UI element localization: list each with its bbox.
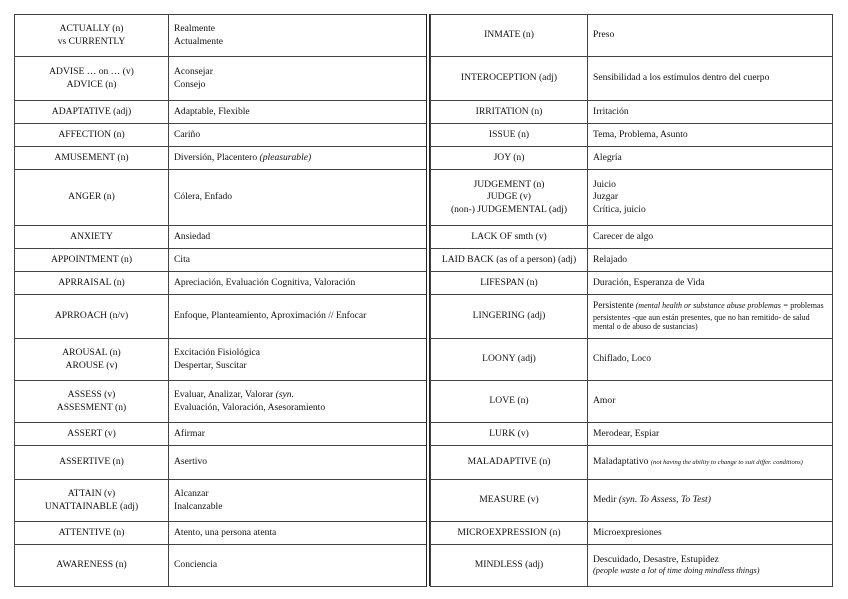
spanish-translation: Descuidado, Desastre, Estupidez (people waste a lot of time doing mindless things) (588, 545, 833, 587)
spanish-translation: Afirmar (169, 423, 427, 446)
english-term: AMUSEMENT (n) (15, 147, 169, 170)
english-term: MINDLESS (adj) (431, 545, 588, 587)
english-term: APRRAISAL (n) (15, 272, 169, 295)
vocabulary-page (14, 14, 832, 586)
spanish-translation: Cariño (169, 124, 427, 147)
english-term: ANGER (n) (15, 170, 169, 226)
table-row (431, 522, 833, 545)
english-term: MICROEXPRESSION (n) (431, 522, 588, 545)
spanish-translation: Atento, una persona atenta (169, 522, 427, 545)
usage-note: (people waste a lot of time doing mindless things) (593, 566, 760, 576)
table-row (431, 124, 833, 147)
spanish-translation: Conciencia (169, 545, 427, 587)
table-row (15, 147, 427, 170)
table-row (431, 15, 833, 57)
spanish-translation: Preso (588, 15, 833, 57)
spanish-translation: Cita (169, 249, 427, 272)
english-term: APRROACH (n/v) (15, 295, 169, 339)
spanish-translation: Alcanzar Inalcanzable (169, 480, 427, 522)
english-term: LINGERING (adj) (431, 295, 588, 339)
table-row (431, 170, 833, 226)
english-term: INTEROCEPTION (adj) (431, 57, 588, 101)
english-term: IRRITATION (n) (431, 101, 588, 124)
english-term: LIFESPAN (n) (431, 272, 588, 295)
table-row (431, 480, 833, 522)
spanish-translation: Maladaptativo (not having the ability to change to suit differ. conditions) (588, 446, 833, 480)
spanish-translation: Amor (588, 381, 833, 423)
table-row (15, 124, 427, 147)
english-term: ATTENTIVE (n) (15, 522, 169, 545)
spanish-translation: Merodear, Espiar (588, 423, 833, 446)
usage-note: (not having the ability to change to suit differ. conditions) (650, 459, 803, 467)
english-term: ADVISE … on … (v) ADVICE (n) (15, 57, 169, 101)
english-term: JUDGEMENT (n) JUDGE (v) (non-) JUDGEMENTAL (adj) (431, 170, 588, 226)
table-row (431, 272, 833, 295)
spanish-translation: Adaptable, Flexible (169, 101, 427, 124)
table-row (15, 249, 427, 272)
spanish-translation: Evaluar, Analizar, Valorar (syn. Evaluación, Valoración, Asesoramiento (169, 381, 427, 423)
spanish-translation: Alegría (588, 147, 833, 170)
english-term: LURK (v) (431, 423, 588, 446)
spanish-translation: Juicio Juzgar Crítica, juicio (588, 170, 833, 226)
table-row (431, 381, 833, 423)
english-term: LOONY (adj) (431, 339, 588, 381)
english-term: LACK OF smth (v) (431, 226, 588, 249)
english-term: LAID BACK (as of a person) (adj) (431, 249, 588, 272)
table-row (15, 15, 427, 57)
spanish-translation: Microexpresiones (588, 522, 833, 545)
spanish-translation: Duración, Esperanza de Vida (588, 272, 833, 295)
table-row (15, 381, 427, 423)
spanish-translation: Irritación (588, 101, 833, 124)
usage-note: (mental health or substance abuse problemas = (635, 301, 789, 311)
english-term: MALADAPTIVE (n) (431, 446, 588, 480)
table-row (15, 423, 427, 446)
english-term: ASSERTIVE (n) (15, 446, 169, 480)
spanish-translation: Carecer de algo (588, 226, 833, 249)
spanish-translation: Realmente Actualmente (169, 15, 427, 57)
table-row (15, 57, 427, 101)
english-term: ISSUE (n) (431, 124, 588, 147)
table-row (15, 446, 427, 480)
table-row (431, 423, 833, 446)
table-row (15, 101, 427, 124)
english-term: INMATE (n) (431, 15, 588, 57)
english-term: ASSESS (v) ASSESMENT (n) (15, 381, 169, 423)
spanish-translation: Excitación Fisiológica Despertar, Suscitar (169, 339, 427, 381)
english-term: ATTAIN (v) UNATTAINABLE (adj) (15, 480, 169, 522)
spanish-translation: Apreciación, Evaluación Cognitiva, Valoración (169, 272, 427, 295)
english-term: MEASURE (v) (431, 480, 588, 522)
usage-note: (syn. To Assess, To Test) (618, 494, 711, 506)
english-term: ACTUALLY (n) vs CURRENTLY (15, 15, 169, 57)
table-row (15, 295, 427, 339)
table-row (15, 226, 427, 249)
table-row (431, 147, 833, 170)
spanish-translation: Tema, Problema, Asunto (588, 124, 833, 147)
table-row (431, 57, 833, 101)
table-row (431, 339, 833, 381)
english-term: AROUSAL (n) AROUSE (v) (15, 339, 169, 381)
english-term: AFFECTION (n) (15, 124, 169, 147)
spanish-translation: Enfoque, Planteamiento, Aproximación // Enfocar (169, 295, 427, 339)
table-row (15, 480, 427, 522)
table-row (15, 339, 427, 381)
english-term: APPOINTMENT (n) (15, 249, 169, 272)
table-row (431, 249, 833, 272)
spanish-translation: Medir (syn. To Assess, To Test) (588, 480, 833, 522)
vocabulary-table-right (430, 14, 832, 587)
english-term: AWARENESS (n) (15, 545, 169, 587)
english-term: JOY (n) (431, 147, 588, 170)
spanish-translation: Diversión, Placentero (pleasurable) (169, 147, 427, 170)
spanish-translation: Sensibilidad a los estímulos dentro del cuerpo (588, 57, 833, 101)
table-row (15, 545, 427, 587)
table-row (431, 295, 833, 339)
table-row (431, 226, 833, 249)
spanish-translation: Relajado (588, 249, 833, 272)
vocabulary-table-left (14, 14, 426, 587)
spanish-translation: Asertivo (169, 446, 427, 480)
table-row (431, 545, 833, 587)
english-term: ADAPTATIVE (adj) (15, 101, 169, 124)
spanish-translation: Cólera, Enfado (169, 170, 427, 226)
spanish-translation: Aconsejar Consejo (169, 57, 427, 101)
spanish-translation: Chiflado, Loco (588, 339, 833, 381)
usage-note: (syn. (275, 389, 295, 401)
table-row (15, 170, 427, 226)
english-term: ANXIETY (15, 226, 169, 249)
english-term: ASSERT (v) (15, 423, 169, 446)
table-row (15, 522, 427, 545)
usage-note: (pleasurable) (259, 151, 312, 163)
table-row (431, 446, 833, 480)
spanish-translation: Ansiedad (169, 226, 427, 249)
table-row (431, 101, 833, 124)
table-row (15, 272, 427, 295)
spanish-translation: Persistente (mental health or substance abuse problemas = problemas persistentes -que aun están presentes, que no han remitido- de salud mental o de abuso de sustancias) (588, 295, 833, 339)
english-term: LOVE (n) (431, 381, 588, 423)
